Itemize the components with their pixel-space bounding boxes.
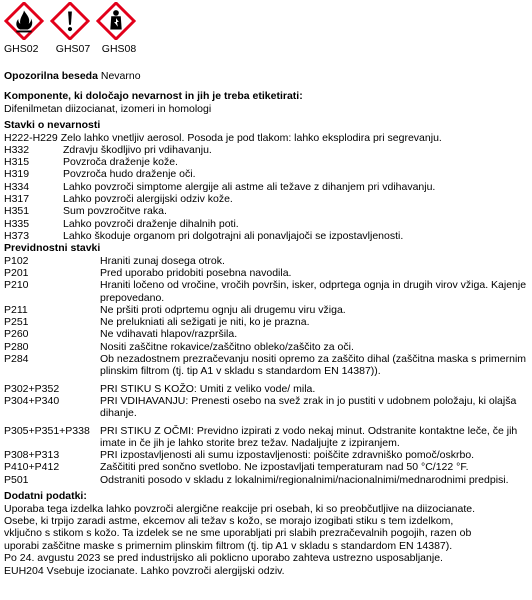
hazard-text: Povzroča draženje kože. bbox=[63, 156, 178, 169]
hazard-text: Lahko povzroči draženje dihalnih poti. bbox=[63, 217, 239, 230]
precaution-text: Hraniti zunaj dosega otrok. bbox=[100, 254, 225, 267]
signal-word bbox=[4, 70, 528, 83]
precaution-item bbox=[4, 341, 528, 353]
hazard-text: Zdravju škodljivo pri vdihavanju. bbox=[63, 143, 212, 156]
hazard-text: Lahko škoduje organom pri dolgotrajni ali ponavljajoči se izpostavljenosti. bbox=[63, 229, 404, 242]
precaution-item bbox=[4, 304, 528, 316]
precaution-code: P260 bbox=[4, 328, 29, 341]
precaution-heading: Previdnostni stavki bbox=[4, 242, 101, 255]
precaution-text: Zaščititi pred sončno svetlobo. Ne izpostavljati temperaturam nad 50 °C/122 °F. bbox=[100, 461, 469, 474]
precaution-item bbox=[4, 449, 528, 461]
precaution-code: P284 bbox=[4, 353, 29, 366]
precaution-code: P280 bbox=[4, 340, 29, 353]
precaution-item bbox=[4, 474, 528, 486]
hazard-code: H319 bbox=[4, 168, 30, 181]
precaution-code: P305+P351+P338 bbox=[4, 424, 90, 437]
precaution-text: Nositi zaščitne rokavice/zaščitno obleko/zaščito za oči. bbox=[100, 340, 354, 353]
hazard-item bbox=[4, 132, 528, 144]
additional-line: uporabi zaščitne maske s primernim plinskim filtrom (tj. tip A1 v skladu s standardom EN 14387). bbox=[4, 539, 453, 552]
hazard-code: H351 bbox=[4, 205, 30, 218]
pictogram-code: GHS07 bbox=[55, 43, 91, 55]
precaution-text: Ne prelukniati ali sežigati je niti, ko je prazna. bbox=[100, 316, 310, 329]
hazard-code: H335 bbox=[4, 217, 30, 230]
additional-line: Po 24. avgustu 2023 se pred industrijsko ali poklicno uporabo zahteva ustrezno usposabljanje. bbox=[4, 552, 443, 565]
precaution-list bbox=[4, 255, 528, 486]
precaution-text: PRI STIKU S KOŽO: Umiti z veliko vode/ mila. bbox=[100, 382, 316, 395]
precaution-item bbox=[4, 267, 528, 279]
precaution-item bbox=[4, 395, 528, 420]
precaution-code: P501 bbox=[4, 473, 29, 486]
hazard-text: Lahko povzroči simptome alergije ali astme ali težave z dihanjem pri vdihavanju. bbox=[63, 180, 436, 193]
hazard-list bbox=[4, 132, 528, 243]
hazard-item bbox=[4, 144, 528, 156]
precaution-text: Ob nezadostnem prezračevanju nositi opremo za zaščito dihal (zaščitna maska s primernim plinskim filtrom (tj. tip A1 v skladu s standardom EN 14387)). bbox=[100, 353, 527, 378]
precaution-item bbox=[4, 328, 528, 340]
precaution-item bbox=[4, 461, 528, 473]
hazard-item bbox=[4, 181, 528, 193]
hazard-code: H317 bbox=[4, 192, 30, 205]
pictogram-code: GHS08 bbox=[101, 43, 137, 55]
precaution-item bbox=[4, 353, 528, 378]
hazard-text: Zelo lahko vnetljiv aerosol. Posoda je pod tlakom: lahko eksplodira pri segrevanju. bbox=[60, 131, 442, 144]
precaution-text: Ne pršiti proti odprtemu ognju ali drugemu viru vžiga. bbox=[100, 303, 346, 316]
flame-icon bbox=[4, 2, 44, 40]
precaution-text: Pred uporabo pridobiti posebna navodila. bbox=[100, 266, 292, 279]
additional-line: EUH204 Vsebuje izocianate. Lahko povzroči alergijski odziv. bbox=[4, 564, 285, 577]
precaution-text: PRI STIKU Z OČMI: Previdno izpirati z vodo nekaj minut. Odstranite kontaktne leče, če jih imate in če jih je lahko storite brez težav. Nadaljujte z izpiranjem. bbox=[100, 424, 518, 449]
pictogram-row bbox=[4, 2, 528, 40]
additional-heading: Dodatni podatki: bbox=[4, 490, 87, 503]
hazard-item bbox=[4, 193, 528, 205]
hazard-text: Sum povzročitve raka. bbox=[63, 205, 167, 218]
hazard-code: H315 bbox=[4, 156, 30, 169]
hazard-code: H334 bbox=[4, 180, 30, 193]
precaution-code: P410+P412 bbox=[4, 461, 60, 474]
hazard-item bbox=[4, 168, 528, 180]
hazard-code: H222-H229 bbox=[4, 131, 58, 144]
precaution-code: P302+P352 bbox=[4, 382, 60, 395]
signal-value: Nevarno bbox=[100, 70, 141, 82]
precaution-text: PRI VDIHAVANJU: Prenesti osebo na svež zrak in jo pustiti v udobnem položaju, ki olajša dihanje. bbox=[100, 394, 517, 420]
precaution-item bbox=[4, 425, 528, 450]
additional-line: vključno s stikom s kožo. Ta izdelek se ne sme uporabljati pri slabih prezračevalnih pogojih, razen ob bbox=[4, 527, 472, 540]
hazard-heading: Stavki o nevarnosti bbox=[4, 119, 101, 131]
components-heading: Komponente, ki določajo nevarnost in jih je treba etiketirati: bbox=[4, 90, 303, 102]
precaution-text: Odstraniti posodo v skladu z lokalnimi/regionalnimi/nacionalnimi/mednarodnimi predpisi. bbox=[100, 473, 509, 486]
precaution-code: P211 bbox=[4, 303, 28, 316]
hazard-item bbox=[4, 156, 528, 168]
additional-text bbox=[4, 503, 528, 577]
pictogram-codes bbox=[4, 43, 528, 55]
exclamation-icon bbox=[50, 2, 90, 40]
precaution-item bbox=[4, 255, 528, 267]
precaution-code: P251 bbox=[4, 316, 29, 329]
precaution-item bbox=[4, 316, 528, 328]
pictogram-code: GHS02 bbox=[4, 43, 39, 55]
precaution-text: Hraniti ločeno od vročine, vročih površin, isker, odprtega ognja in drugih virov vžiga. Kajenje prepovedano. bbox=[100, 279, 527, 304]
components-text: Difenilmetan diizocianat, izomeri in homologi bbox=[4, 102, 212, 115]
precaution-text: PRI izpostavljenosti ali sumu izpostavljenosti: poiščite zdravniško pomoč/oskrbo. bbox=[100, 449, 475, 462]
hazard-text: Povzroča hudo draženje oči. bbox=[63, 168, 196, 181]
hazard-item bbox=[4, 230, 528, 242]
additional-line: Uporaba tega izdelka lahko povzroči alergične reakcije pri osebah, ki so preobčutljive na diizocianate. bbox=[4, 502, 476, 515]
precaution-text: Ne vdihavati hlapov/razpršila. bbox=[100, 328, 238, 341]
precaution-item bbox=[4, 383, 528, 395]
precaution-item bbox=[4, 279, 528, 304]
precaution-code: P210 bbox=[4, 279, 29, 292]
precaution-code: P102 bbox=[4, 254, 29, 267]
precaution-code: P304+P340 bbox=[4, 394, 60, 407]
signal-label: Opozorilna beseda bbox=[4, 70, 98, 82]
precaution-code: P201 bbox=[4, 266, 29, 279]
hazard-code: H332 bbox=[4, 143, 30, 156]
hazard-code: H373 bbox=[4, 229, 30, 242]
additional-line: Osebe, ki trpijo zaradi astme, ekcemov ali težav s kožo, se morajo izogibati stiku s tem izdelkom, bbox=[4, 514, 454, 527]
hazard-item bbox=[4, 205, 528, 217]
hazard-item bbox=[4, 218, 528, 230]
precaution-code: P308+P313 bbox=[4, 449, 60, 462]
document bbox=[4, 2, 528, 577]
hazard-text: Lahko povzroči alergijski odziv kože. bbox=[63, 192, 233, 205]
health-hazard-icon bbox=[96, 2, 136, 40]
